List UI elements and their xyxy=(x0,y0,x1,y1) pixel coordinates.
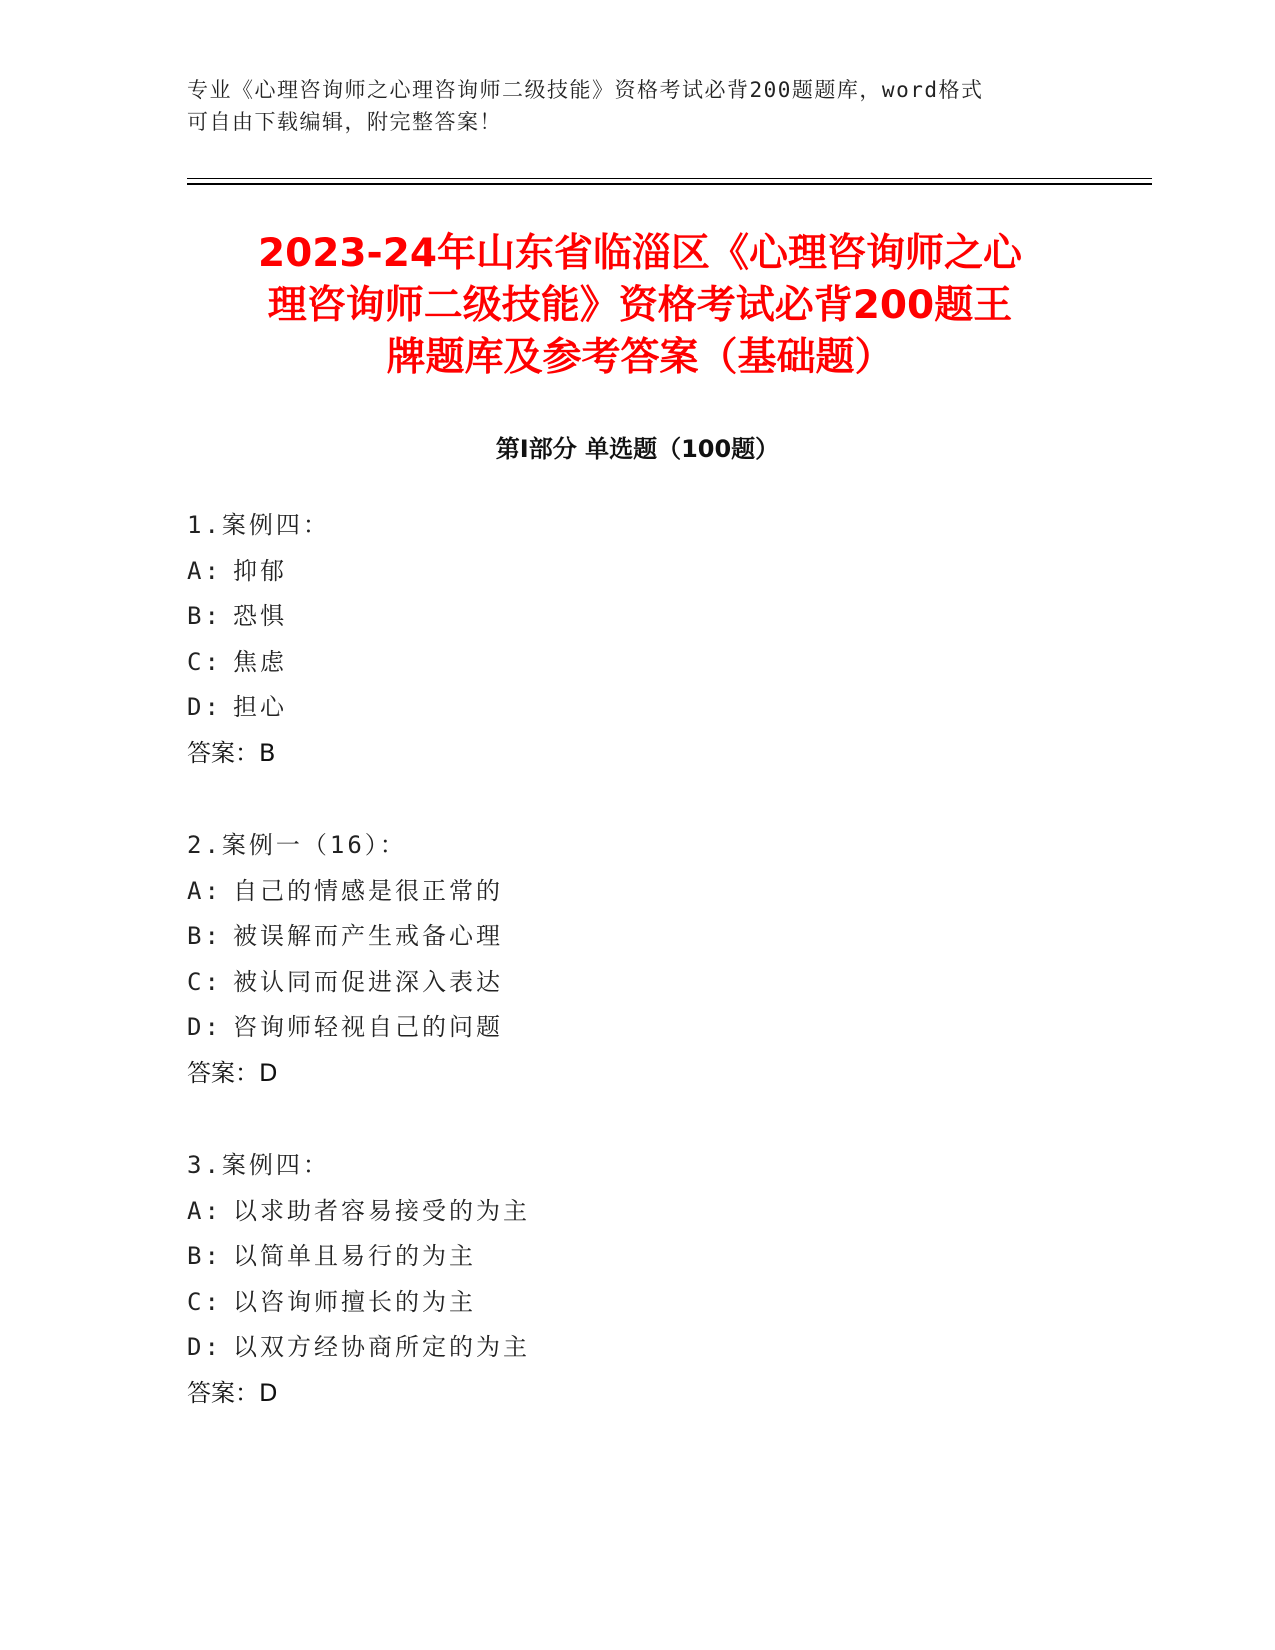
question-3 xyxy=(187,1143,1087,1416)
option-key: B: xyxy=(187,1242,222,1270)
option-text: 以双方经协商所定的为主 xyxy=(233,1333,530,1361)
option-d xyxy=(187,1325,1087,1371)
option-key: D: xyxy=(187,1333,222,1361)
option-a xyxy=(187,549,1087,595)
option-key: A: xyxy=(187,556,222,585)
option-c xyxy=(187,1280,1087,1326)
title-line-1: 2023-24年山东省临淄区《心理咨询师之心 xyxy=(257,231,1022,276)
option-text: 抑郁 xyxy=(233,556,287,585)
option-key: D: xyxy=(187,693,222,721)
section-title: 第Ⅰ部分 单选题（100题） xyxy=(495,435,780,463)
option-key: D: xyxy=(187,1013,222,1041)
option-key: A: xyxy=(187,876,222,905)
answer-line: 答案：D xyxy=(187,1058,278,1087)
answer-line: 答案：D xyxy=(187,1378,278,1407)
intro-line-1: 专业《心理咨询师之心理咨询师二级技能》资格考试必背200题题库，word格式 xyxy=(187,78,984,102)
option-key: C: xyxy=(187,647,222,676)
option-b xyxy=(187,1234,1087,1280)
option-key: B: xyxy=(187,922,222,950)
option-text: 以咨询师擅长的为主 xyxy=(233,1287,476,1316)
option-b xyxy=(187,914,1087,960)
question-1 xyxy=(187,503,1087,776)
header-rule-thin xyxy=(187,178,1152,179)
option-a xyxy=(187,869,1087,915)
option-key: C: xyxy=(187,967,222,996)
option-d xyxy=(187,1005,1087,1051)
document-intro xyxy=(187,74,1087,138)
option-key: C: xyxy=(187,1287,222,1316)
question-stem: 3.案例四： xyxy=(187,1151,330,1179)
option-text: 以简单且易行的为主 xyxy=(233,1242,476,1270)
option-text: 担心 xyxy=(233,693,287,721)
option-text: 焦虑 xyxy=(233,647,287,676)
document-title xyxy=(160,228,1120,384)
option-key: B: xyxy=(187,602,222,630)
question-stem: 2.案例一（16）： xyxy=(187,831,407,859)
option-text: 恐惧 xyxy=(233,602,287,630)
question-2 xyxy=(187,823,1087,1096)
question-stem: 1.案例四： xyxy=(187,511,330,539)
option-a xyxy=(187,1189,1087,1235)
option-d xyxy=(187,685,1087,731)
option-key: A: xyxy=(187,1196,222,1225)
header-rule-thick xyxy=(187,183,1152,185)
option-text: 以求助者容易接受的为主 xyxy=(233,1196,530,1225)
title-line-2: 理咨询师二级技能》资格考试必背200题王 xyxy=(267,283,1013,328)
title-line-3: 牌题库及参考答案（基础题） xyxy=(386,335,894,380)
intro-line-2: 可自由下载编辑，附完整答案！ xyxy=(187,110,502,134)
option-b xyxy=(187,594,1087,640)
option-text: 自己的情感是很正常的 xyxy=(233,876,503,905)
option-text: 被误解而产生戒备心理 xyxy=(233,922,503,950)
answer-line: 答案：B xyxy=(187,738,276,767)
option-text: 被认同而促进深入表达 xyxy=(233,967,503,996)
option-c xyxy=(187,960,1087,1006)
option-text: 咨询师轻视自己的问题 xyxy=(233,1013,503,1041)
option-c xyxy=(187,640,1087,686)
